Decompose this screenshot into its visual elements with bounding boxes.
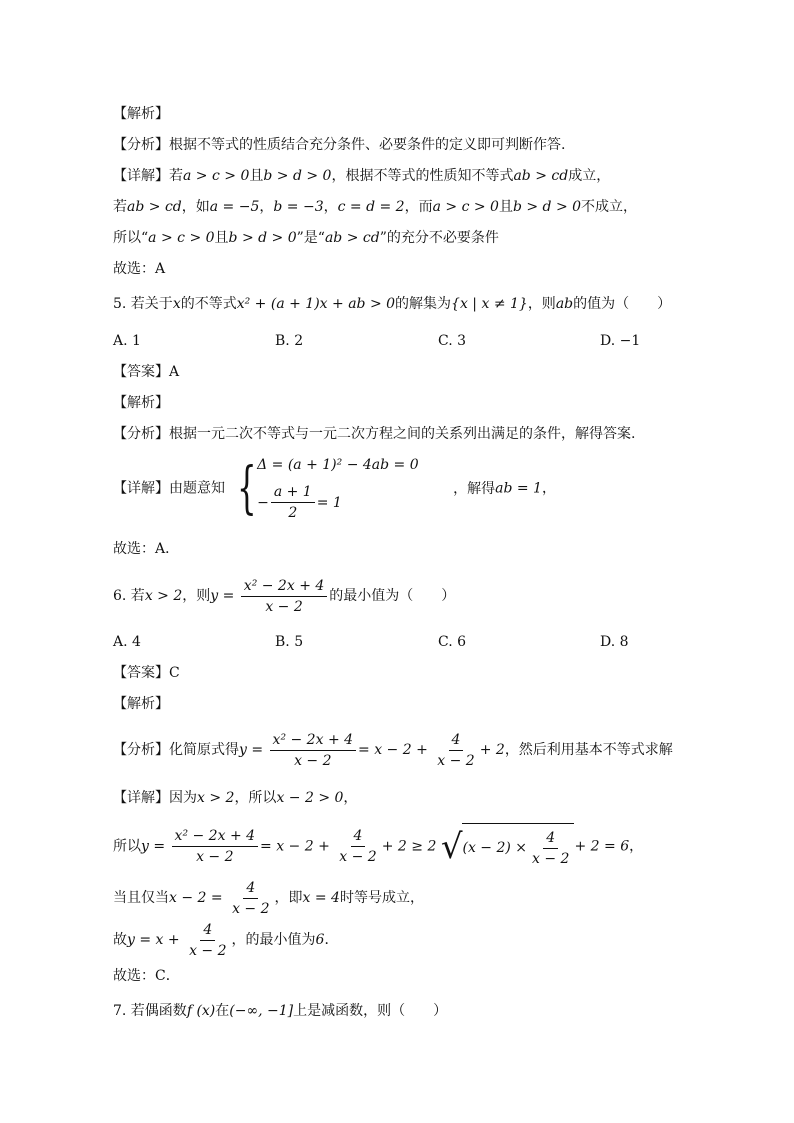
q5-option-a: A. 1 bbox=[113, 333, 141, 349]
q5-stem: 5. 若关于x的不等式x² + (a + 1)x + ab > 0的解集为{x | x ≠ 1}，则ab的值为（ ） bbox=[113, 296, 672, 312]
analysis-tag: 【分析】 bbox=[113, 137, 169, 153]
q6-jiexi-heading: 【解析】 bbox=[113, 696, 169, 712]
sqrt-symbol: √ (x − 2) × $\frac{4}{x - 2}$ bbox=[441, 823, 575, 870]
q6-detail-line-1: 【详解】因为x > 2，所以x − 2 > 0， bbox=[113, 790, 358, 806]
brace-symbol: { bbox=[237, 455, 258, 521]
q5-choice: 故选：A． bbox=[113, 541, 180, 557]
q4-choice: 故选：A bbox=[113, 261, 166, 277]
q6-answer: 【答案】C bbox=[113, 665, 180, 681]
q5-analysis: 【分析】根据一元二次不等式与一元二次方程之间的关系列出满足的条件，解得答案. bbox=[113, 426, 636, 442]
q6-option-a: A. 4 bbox=[113, 634, 141, 650]
q4-jiexi-heading: 【解析】 bbox=[113, 106, 169, 122]
q4-detail-line-3: 所以“a > c > 0且b > d > 0”是“ab > cd”的充分不必要条件 bbox=[113, 230, 499, 246]
q7-stem: 7. 若偶函数f (x)在(−∞, −1]上是减函数，则（ ） bbox=[113, 1003, 448, 1019]
q6-detail-line-2: 所以y = $\frac{\text{x² − 2x + 4}}{x - 2}$ = x − 2 + $\frac{4}{x - 2}$ + 2 ≥ 2 √ (x − 2) × $\frac{4}{x - 2}$ + 2 = 6， bbox=[113, 823, 643, 870]
q6-analysis: 【分析】化简原式得y = $\frac{\text{x² − 2x + 4}}{x - 2}$ = x − 2 + $\frac{4}{x - 2}$ + 2，然后利用基本不等式求解 bbox=[113, 731, 673, 769]
q5-jiexi-heading: 【解析】 bbox=[113, 395, 169, 411]
q5-option-d: D. −1 bbox=[600, 333, 641, 349]
q5-option-c: C. 3 bbox=[438, 333, 467, 349]
q6-option-c: C. 6 bbox=[438, 634, 467, 650]
q4-detail-line-2: 若ab > cd，如a = −5，b = −3，c = d = 2，而a > c > 0且b > d > 0不成立， bbox=[113, 199, 638, 215]
q6-option-d: D. 8 bbox=[600, 634, 629, 650]
q4-detail-line-1: 【详解】若a > c > 0且b > d > 0，根据不等式的性质知不等式ab > cd成立， bbox=[113, 168, 611, 184]
q6-option-b: B. 5 bbox=[275, 634, 304, 650]
q5-option-b: B. 2 bbox=[275, 333, 304, 349]
q6-stem: 6. 若x > 2，则y = $\frac{\text{x² − 2x + 4}}{x - 2}$ 的最小值为（ ） bbox=[113, 577, 456, 615]
q4-analysis: 【分析】根据不等式的性质结合充分条件、必要条件的定义即可判断作答. bbox=[113, 137, 566, 153]
q5-answer: 【答案】A bbox=[113, 364, 180, 380]
q6-detail-line-3: 当且仅当x − 2 = $\frac{4}{x - 2}$ ，即x = 4时等号成立， bbox=[113, 879, 424, 917]
q5-equation-system: { Δ = (a + 1)² − 4ab = 0 − $\frac{a + 1}{2}$ = 1 bbox=[237, 455, 419, 521]
q6-choice: 故选：C． bbox=[113, 968, 180, 984]
q5-detail: 【详解】由题意知 { Δ = (a + 1)² − 4ab = 0 − $\frac{a + 1}{2}$ = 1 ，解得ab = 1， bbox=[113, 455, 556, 521]
q6-detail-line-4: 故y = x + $\frac{4}{x - 2}$ ，的最小值为6． bbox=[113, 921, 339, 959]
